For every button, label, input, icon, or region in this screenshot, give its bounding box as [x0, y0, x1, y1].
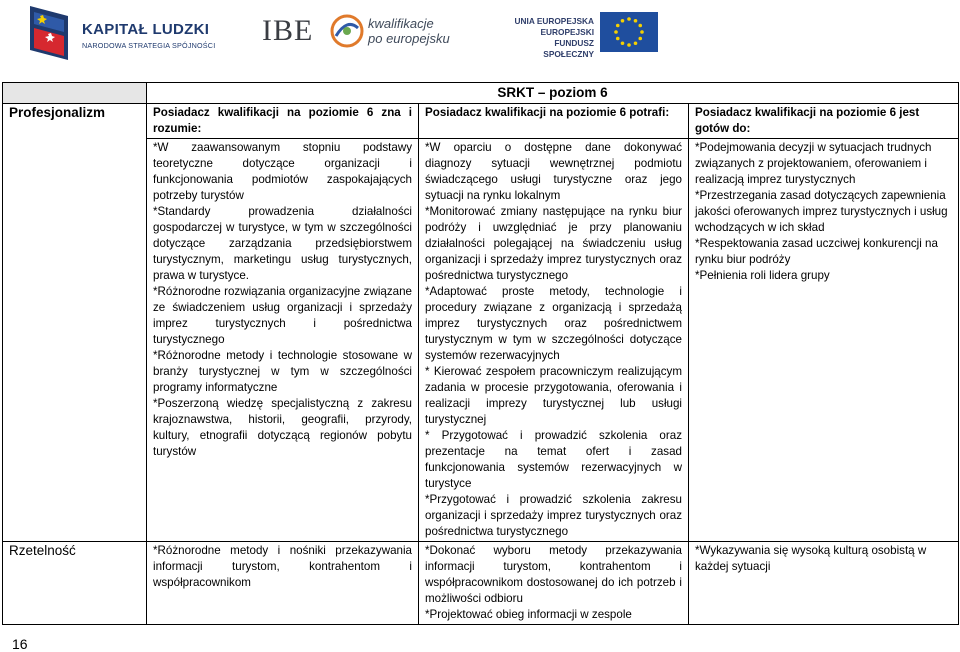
srkt-level6-table	[2, 82, 959, 625]
title-row-blank-cell	[3, 83, 147, 104]
column-header-row	[3, 104, 959, 139]
eu-star-icon	[634, 41, 638, 45]
kwalifikacje-swoosh-icon	[330, 14, 364, 48]
kapital-ludzki-subtitle: NARODOWA STRATEGIA SPÓJNOŚCI	[82, 41, 216, 50]
list-item: *Dokonać wyboru metody przekazywania informacji turystom, kontrahentom i współpracownikom dostosowanej do ich potrzeb i możliwości odbioru	[425, 544, 682, 605]
col-head-ready: Posiadacz kwalifikacji na poziomie 6 jest gotów do:	[689, 104, 959, 139]
cell-profesjonalizm-ready	[689, 139, 959, 542]
eu-star-icon	[627, 43, 631, 47]
col-head-knows: Posiadacz kwalifikacji na poziomie 6 zna i rozumie:	[147, 104, 419, 139]
list-item: * Kierować zespołem pracowniczym realizującym zadania w procesie przygotowania, oferowania i realizacji imprezy turystycznej lub usługi turystycznej	[425, 365, 682, 426]
cell-profesjonalizm-knows	[147, 139, 419, 542]
list-item: *Monitorować zmiany następujące na rynku biur podróży i uwzględniać je przy planowaniu działalności polegającej na świadczeniu usług organizacji i sprzedaży imprez turystycznych oraz pośrednictwa turystycznego	[425, 205, 682, 282]
page-number: 16	[12, 636, 28, 652]
logo-bar	[0, 0, 960, 70]
col-head-can: Posiadacz kwalifikacji na poziomie 6 potrafi:	[419, 104, 689, 139]
eu-text	[514, 16, 594, 60]
cell-rzetelnosc-knows	[147, 542, 419, 625]
table-row	[3, 139, 959, 542]
list-item: * Przygotować i prowadzić szkolenia oraz prezentacje na temat ofert i zasad funkcjonowania systemów rezerwacyjnych w turystyce	[425, 429, 682, 490]
table-title-row	[3, 83, 959, 104]
list-item: *Adaptować proste metody, technologie i procedury związane z organizacją i sprzedażą imprez turystycznych oraz pośrednictwem turystycznym w tym w szczególności dotyczące systemów rezerwacyjnych	[425, 285, 682, 362]
table-row	[3, 542, 959, 625]
eu-star-icon	[627, 17, 631, 21]
row-label-profesjonalizm: Profesjonalizm	[3, 104, 147, 542]
list-item: *Poszerzoną wiedzę specjalistyczną z zakresu krajoznawstwa, historii, geografii, przyrody, kultury, etnografii dotyczącą regionów pobytu turystów	[153, 397, 412, 458]
kapital-ludzki-logo	[30, 6, 216, 60]
list-item: *Podejmowania decyzji w sytuacjach trudnych związanych z projektowaniem, oferowaniem i realizacją imprez turystycznych	[695, 141, 932, 186]
list-item: *Różnorodne metody i technologie stosowane w branży turystycznej w tym w szczególności programy informatyczne	[153, 349, 412, 394]
eu-star-icon	[621, 41, 625, 45]
eu-star-icon	[621, 19, 625, 23]
eu-line1: UNIA EUROPEJSKA	[514, 16, 594, 26]
list-item: *Przygotować i prowadzić szkolenia zakresu organizacji i sprzedaży imprez turystycznych oraz pośrednictwa turystycznego	[425, 493, 682, 538]
kwalifikacje-line2: po europejsku	[368, 31, 450, 46]
row-label-rzetelnosc: Rzetelność	[3, 542, 147, 625]
list-item: *Standardy prowadzenia działalności gospodarczej w turystyce, w tym w szczególności dotyczące zarządzania przedsiębiorstwem turystycznym, marketingu usług turystycznych, prawa w turystyce.	[153, 205, 412, 282]
list-item: *Różnorodne metody i nośniki przekazywania informacji turystom, kontrahentom i współpracownikom	[153, 544, 412, 589]
eu-star-icon	[634, 19, 638, 23]
table-title: SRKT – poziom 6	[147, 83, 959, 104]
eu-star-icon	[616, 24, 620, 28]
eu-star-icon	[640, 30, 644, 34]
kwalifikacje-text	[368, 16, 450, 46]
list-item: *W zaawansowanym stopniu podstawy teoretyczne dotyczące organizacji i funkcjonowania podmiotów zaspokajających potrzeby turystów	[153, 141, 412, 202]
list-item: *Respektowania zasad uczciwej konkurencji na rynku biur podróży	[695, 237, 938, 266]
list-item: *Różnorodne rozwiązania organizacyjne związane ze świadczeniem usług organizacji i sprzedaży imprez turystycznych i pośrednictwa turystycznego	[153, 285, 412, 346]
kwalifikacje-line1: kwalifikacje	[368, 16, 434, 31]
cell-rzetelnosc-can	[419, 542, 689, 625]
eu-line3: FUNDUSZ SPOŁECZNY	[543, 38, 594, 59]
list-item: *Przestrzegania zasad dotyczących zapewnienia jakości oferowanych imprez turystycznych i usług wchodzących w ich skład	[695, 189, 948, 234]
eu-line2: EUROPEJSKI	[540, 27, 594, 37]
eu-flag-icon	[600, 12, 658, 52]
list-item: *Wykazywania się wysoką kulturą osobistą w każdej sytuacji	[695, 544, 927, 573]
list-item: *W oparciu o dostępne dane dokonywać diagnozy sytuacji wewnętrznej podmiotu świadczącego usługi turystyczne oraz jego sytuacji na rynku lokalnym	[425, 141, 682, 202]
eu-star-icon	[614, 30, 618, 34]
cell-rzetelnosc-ready	[689, 542, 959, 625]
eu-star-icon	[638, 24, 642, 28]
kwalifikacje-logo	[330, 10, 460, 54]
kapital-ludzki-emblem-icon	[30, 6, 68, 60]
eu-star-icon	[616, 37, 620, 41]
eu-star-icon	[638, 37, 642, 41]
list-item: *Projektować obieg informacji w zespole	[425, 608, 632, 621]
eu-logo	[514, 10, 664, 59]
ibe-logo: IBE	[262, 14, 314, 47]
cell-profesjonalizm-can	[419, 139, 689, 542]
list-item: *Pełnienia roli lidera grupy	[695, 269, 830, 282]
kapital-ludzki-title: KAPITAŁ LUDZKI	[82, 21, 210, 38]
